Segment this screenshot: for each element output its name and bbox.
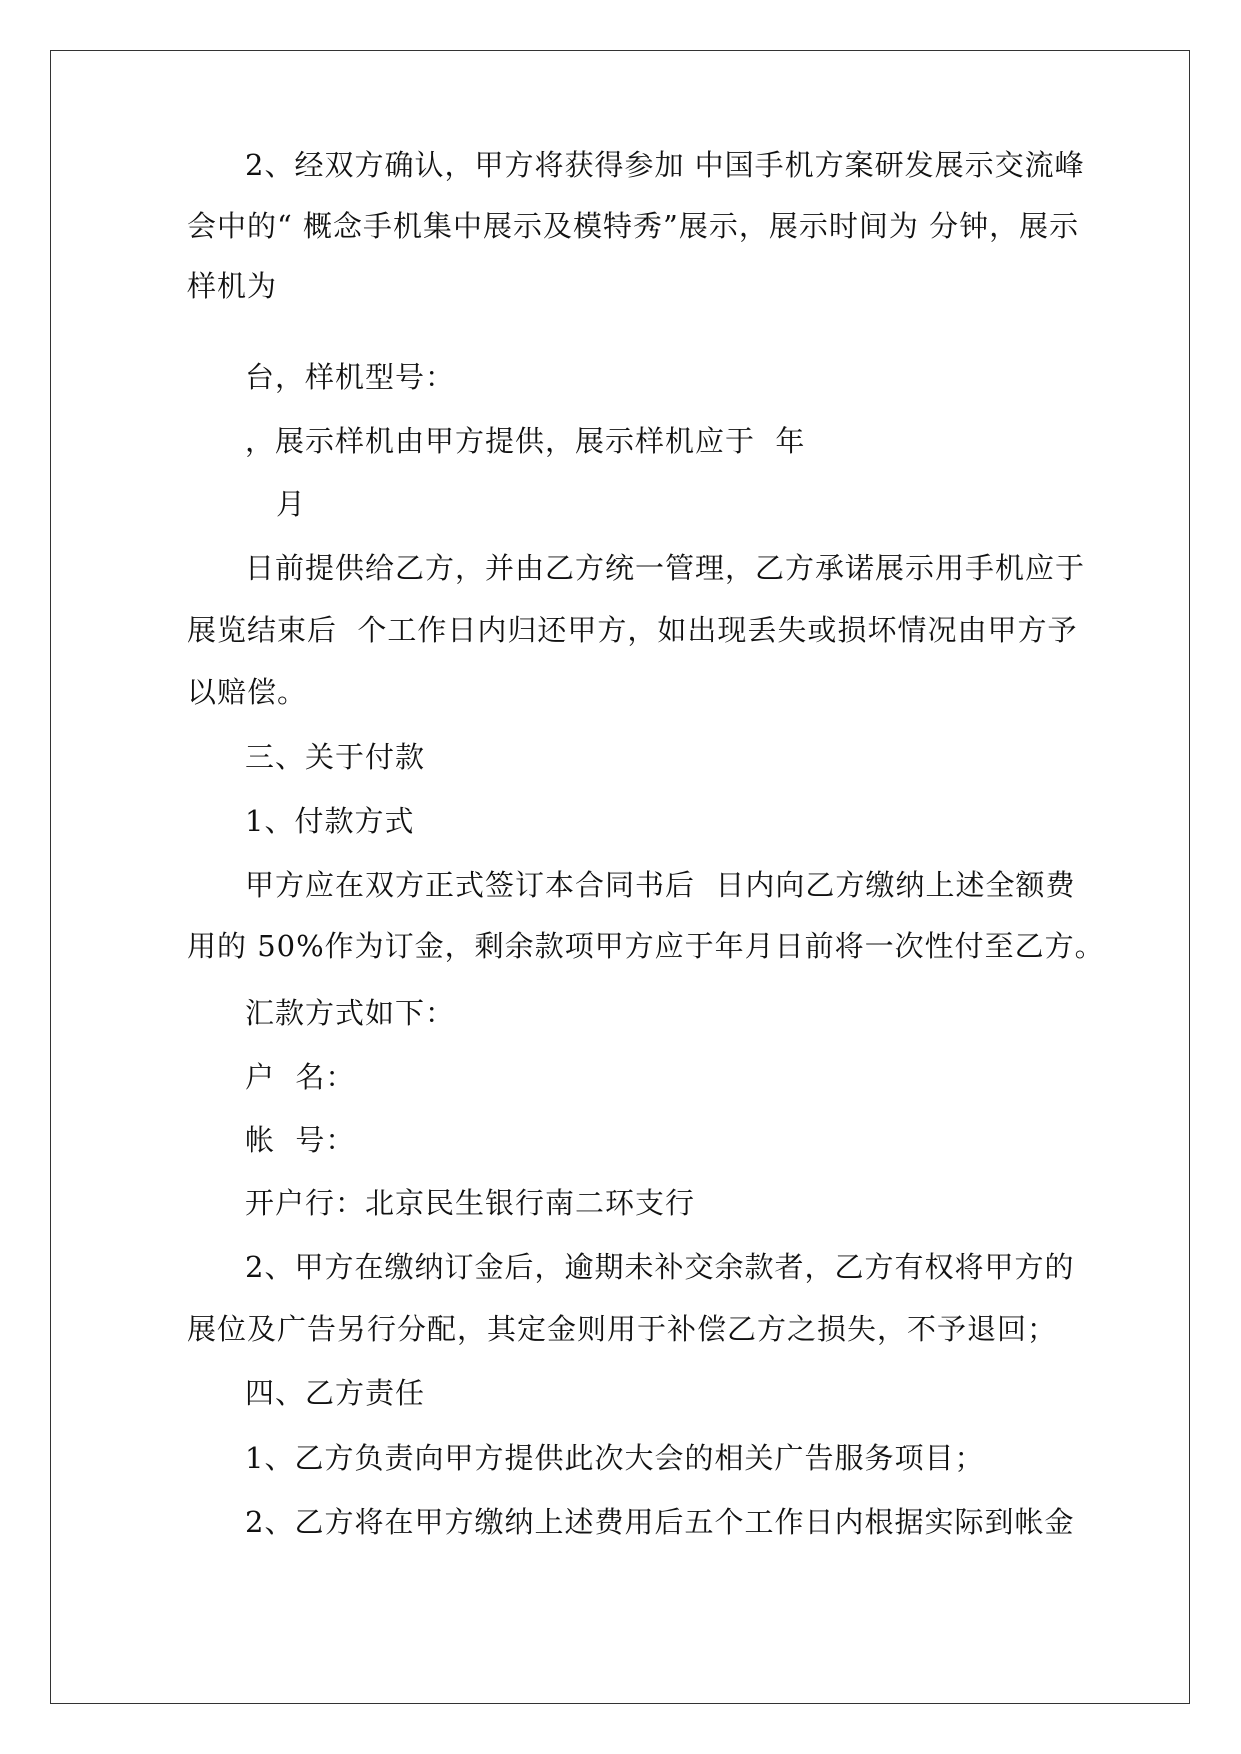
text-line: 汇款方式如下：	[245, 996, 456, 1030]
text-line: 2、甲方在缴纳订金后，逾期未补交余款者，乙方有权将甲方的	[245, 1250, 1075, 1284]
text-line: 2、经双方确认，甲方将获得参加 中国手机方案研发展示交流峰	[245, 148, 1085, 182]
account-number-label: 帐 号：	[245, 1123, 356, 1157]
text-line: ，展示样机由甲方提供，展示样机应于 年	[245, 424, 806, 458]
section-heading: 三、关于付款	[245, 740, 426, 774]
text-line: 用的 50%作为订金，剩余款项甲方应于年月日前将一次性付至乙方。	[187, 929, 1105, 963]
text-line: 展览结束后 个工作日内归还甲方，如出现丢失或损坏情况由甲方予	[187, 613, 1078, 647]
text-line: 台，样机型号：	[245, 360, 456, 394]
text-line: 以赔偿。	[187, 675, 308, 709]
subsection-heading: 1、付款方式	[245, 804, 415, 838]
text-line: 会中的“ 概念手机集中展示及模特秀”展示，展示时间为 分钟，展示	[187, 209, 1080, 243]
account-name-label: 户 名：	[245, 1060, 356, 1094]
text-line: 日前提供给乙方，并由乙方统一管理，乙方承诺展示用手机应于	[245, 551, 1086, 585]
text-line: 展位及广告另行分配，其定金则用于补偿乙方之损失，不予退回；	[187, 1312, 1058, 1346]
text-line: 甲方应在双方正式签订本合同书后 日内向乙方缴纳上述全额费	[245, 868, 1076, 902]
text-line: 月	[276, 487, 307, 521]
text-line: 1、乙方负责向甲方提供此次大会的相关广告服务项目；	[245, 1441, 985, 1475]
bank-name: 开户行：北京民生银行南二环支行	[245, 1186, 696, 1220]
text-line: 样机为	[187, 269, 278, 303]
text-line: 2、乙方将在甲方缴纳上述费用后五个工作日内根据实际到帐金	[245, 1505, 1075, 1539]
section-heading: 四、乙方责任	[245, 1376, 426, 1410]
